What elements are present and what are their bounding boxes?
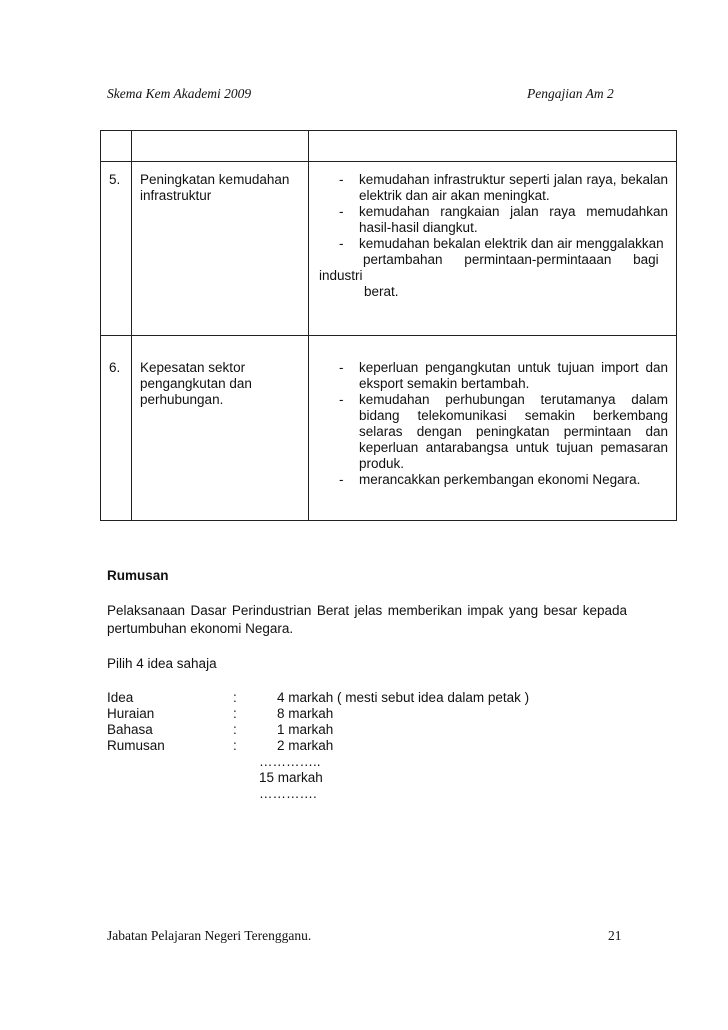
point-continuation-industri: industri (319, 268, 363, 283)
marks-breakdown (107, 690, 529, 802)
row-number: 5. (101, 162, 132, 336)
marks-value: 1 markah (277, 722, 334, 737)
rumusan-heading: Rumusan (107, 568, 169, 583)
marks-colon: : (233, 690, 237, 705)
marking-scheme-table (100, 130, 677, 521)
row-points (309, 336, 677, 521)
row-topic: Peningkatan kemudahan infrastruktur (132, 162, 309, 336)
header-subject: Pengajian Am 2 (527, 86, 614, 101)
marks-label: Rumusan (107, 738, 165, 753)
point-continuation (339, 252, 668, 268)
rumusan-paragraph: Pelaksanaan Dasar Perindustrian Berat jelas memberikan impak yang besar kepada pertumbuhan ekonomi Negara. (107, 603, 627, 636)
marks-dots-top: ………….. (259, 754, 321, 769)
marks-label: Idea (107, 690, 134, 705)
footer-department: Jabatan Pelajaran Negeri Terengganu. (107, 928, 312, 943)
marks-row (107, 722, 529, 738)
marks-dots-bottom: …………. (259, 786, 317, 801)
header-cell-number (101, 131, 132, 162)
marks-value: 8 markah (277, 706, 334, 721)
row-points (309, 162, 677, 336)
marks-label: Bahasa (107, 722, 153, 737)
marks-row (107, 738, 529, 754)
header-cell-explanation (309, 131, 677, 162)
table-header-row (101, 131, 677, 162)
point-item: - kemudahan perhubungan terutamanya dalam bidang telekomunikasi semakin berkembang selaras dengan peningkatan permintaan dan keperluan antarabangsa untuk tujuan pemasaran produk. (339, 392, 668, 472)
header-document-title: Skema Kem Akademi 2009 (107, 86, 252, 101)
point-item: - keperluan pengangkutan untuk tujuan import dan eksport semakin bertambah. (339, 360, 668, 392)
marks-label: Huraian (107, 706, 155, 721)
marks-value: 4 markah ( mesti sebut idea dalam petak ) (277, 690, 530, 705)
point-item: - kemudahan bekalan elektrik dan air menggalakkan (339, 236, 668, 252)
marks-colon: : (233, 722, 237, 737)
footer-page-number: 21 (608, 928, 622, 943)
marks-row (107, 690, 529, 706)
table-row (101, 336, 677, 521)
marks-colon: : (233, 738, 237, 753)
point-continuation-berat: berat. (364, 284, 399, 299)
point-item: - kemudahan rangkaian jalan raya memudahkan hasil-hasil diangkut. (339, 204, 668, 236)
table-row (101, 162, 677, 336)
point-item: - merancakkan perkembangan ekonomi Negara. (339, 472, 668, 488)
point-continuation-text: pertambahan permintaan-permintaaan bagi (363, 252, 659, 267)
row-topic: Kepesatan sektor pengangkutan dan perhubungan. (132, 336, 309, 521)
marks-value: 2 markah (277, 738, 334, 753)
header-cell-idea (132, 131, 309, 162)
marks-row (107, 706, 529, 722)
row-number: 6. (101, 336, 132, 521)
marks-colon: : (233, 706, 237, 721)
rumusan-instruction: Pilih 4 idea sahaja (107, 656, 217, 671)
marks-total: 15 markah (259, 770, 323, 785)
point-item: - kemudahan infrastruktur seperti jalan raya, bekalan elektrik dan air akan meningkat. (339, 172, 668, 204)
